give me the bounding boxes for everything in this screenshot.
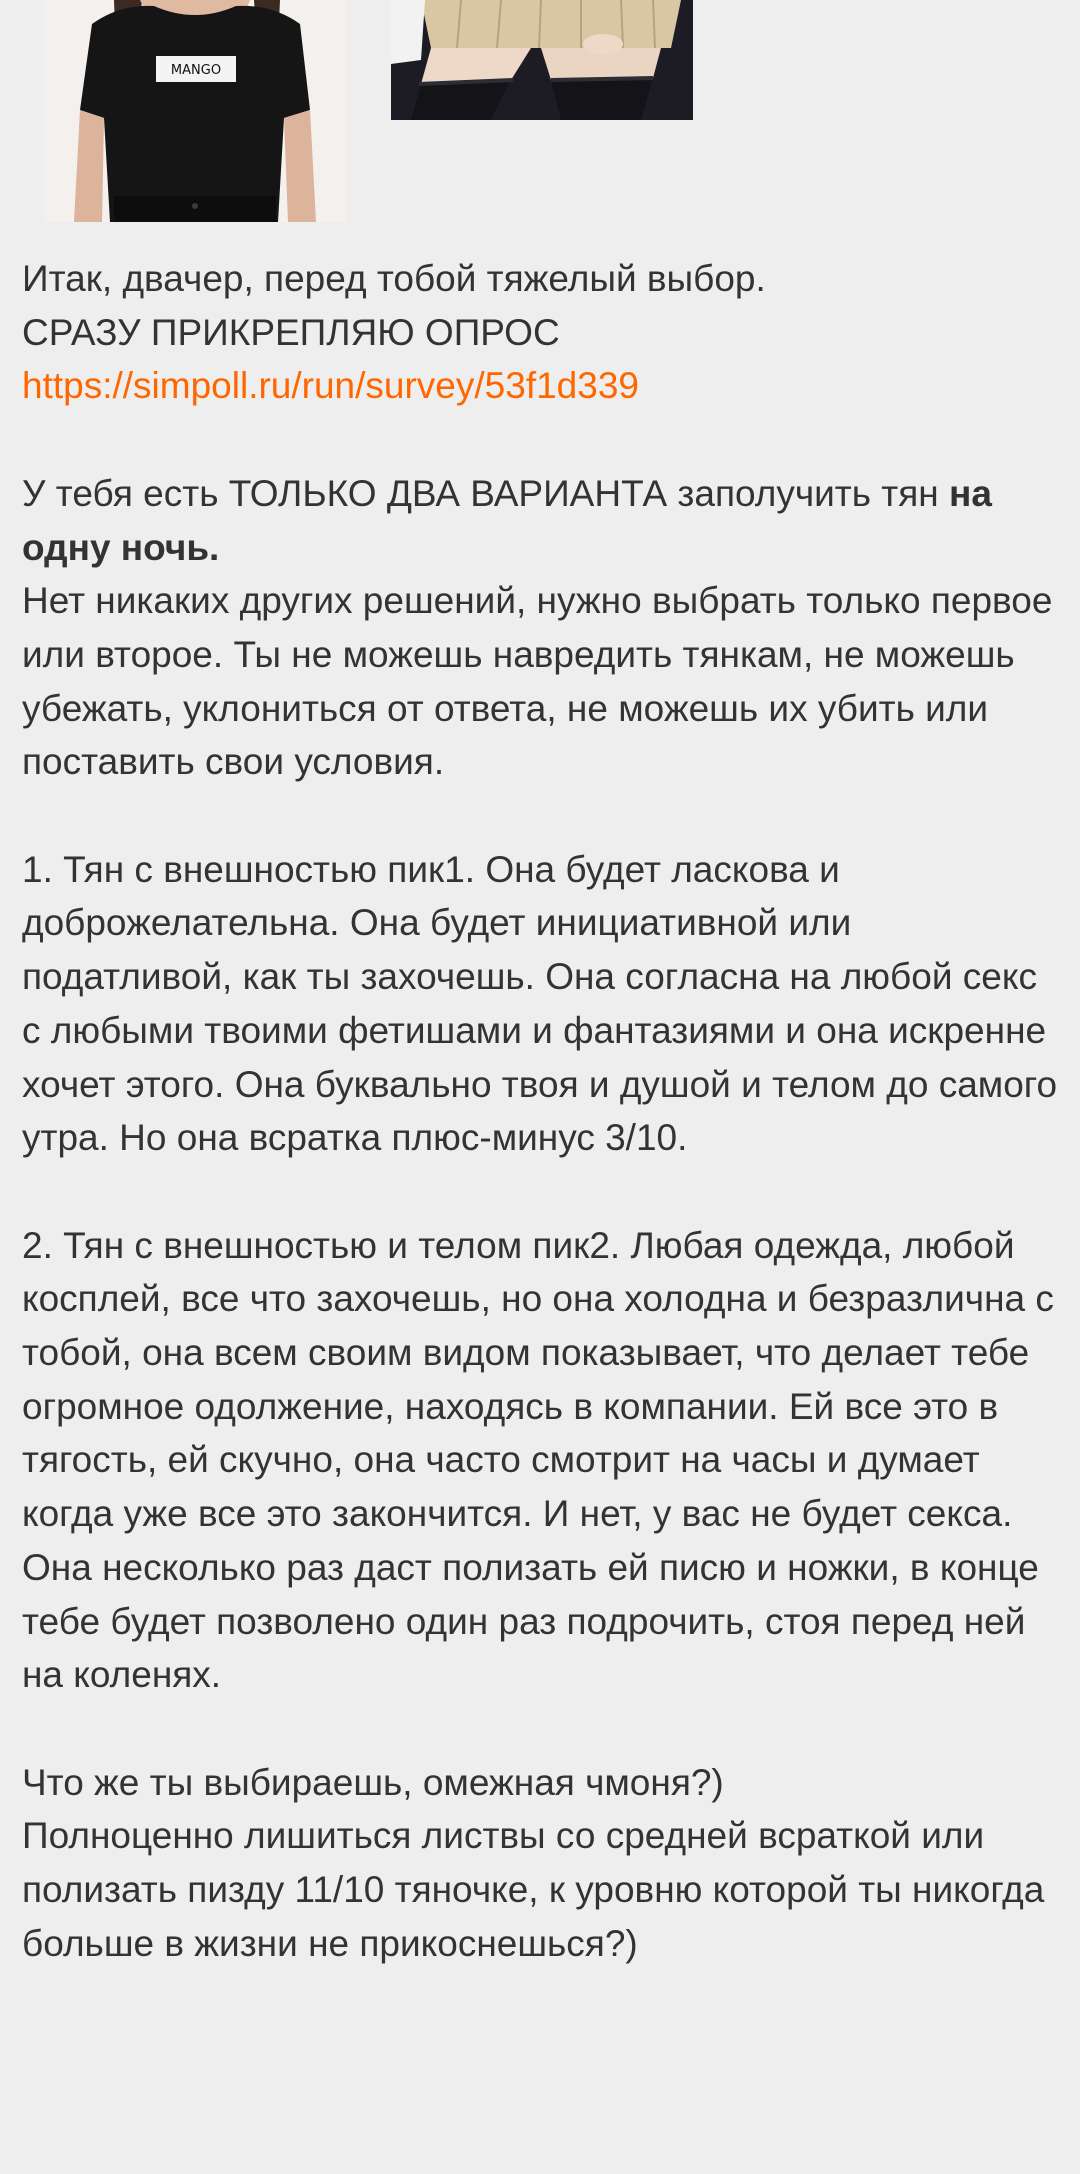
post-image-1[interactable] — [44, 0, 346, 222]
line-break — [22, 1702, 1062, 1756]
poll-announcement: СРАЗУ ПРИКРЕПЛЯЮ ОПРОС — [22, 311, 560, 353]
variants-bold-text: на одну ночь. — [22, 472, 992, 568]
line-break — [22, 789, 1062, 843]
variants-paragraph — [22, 467, 1062, 574]
line-break — [22, 413, 1062, 467]
question-line: Что же ты выбираешь, омежная чмоня?) — [22, 1761, 724, 1803]
photo-thumbnail-icon — [391, 0, 693, 120]
post-body — [22, 252, 1062, 1970]
intro-line: Итак, двачер, перед тобой тяжелый выбор. — [22, 258, 766, 299]
poll-link[interactable]: https://simpoll.ru/run/survey/53f1d339 — [22, 365, 639, 407]
post-images — [0, 0, 1080, 230]
shirt-print-text: MANGO — [170, 63, 222, 78]
variants-text: У тебя есть ТОЛЬКО ДВА ВАРИАНТА заполучить тян — [22, 472, 949, 514]
option-2-paragraph: 2. Тян с внешностью и телом пик2. Любая одежда, любой косплей, все что захочешь, но она холодна и безразлична с тобой, она всем своим видом показывает, что делает тебе огромное одолжение, находясь в компании. Ей все это в тягость, ей скучно, она часто смотрит на часы и думает когда уже все это закончится. И нет, у вас не будет секса. Она несколько раз даст полизать ей писю и ножки, в конце тебе будет позволено один раз подрочить, стоя перед ней на коленях. — [22, 1224, 1054, 1696]
option-1-paragraph: 1. Тян с внешностью пик1. Она будет ласкова и доброжелательна. Она будет инициативной или податливой, как ты захочешь. Она согласна на любой секс с любыми твоими фетишами и фантазиями и она искренне хочет этого. Она буквально твоя и душой и телом до самого утра. Но она всратка плюс-минус 3/10. — [22, 848, 1058, 1159]
question-paragraph: Полноценно лишиться листвы со средней всраткой или полизать пизду 11/10 тяночке, к уровню которой ты никогда больше в жизни не прикоснешься?) — [22, 1815, 1045, 1964]
post-image-2[interactable] — [391, 0, 693, 120]
photo-thumbnail-icon — [44, 0, 346, 222]
rules-paragraph: Нет никаких других решений, нужно выбрать только первое или второе. Ты не можешь навредить тянкам, не можешь убежать, уклониться от ответа, не можешь их убить или поставить свои условия. — [22, 580, 1053, 783]
line-break — [22, 1165, 1062, 1219]
